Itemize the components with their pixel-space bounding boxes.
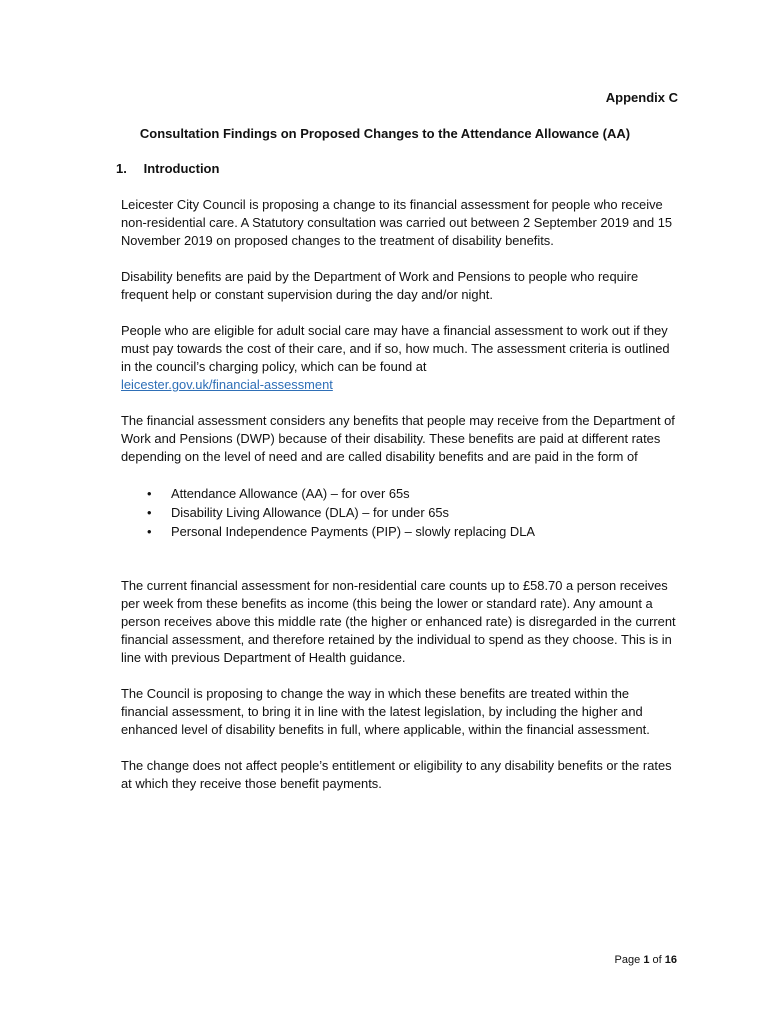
bullet-icon: • (147, 505, 152, 520)
paragraph-eligibility-text: People who are eligible for adult social care may have a financial assessment to work out if they must pay towards the cost of their care, and if so, how much. The assessment criteria is outlined in the council’s charging policy, which can be found at (121, 323, 670, 374)
list-item (121, 503, 677, 522)
document-title: Consultation Findings on Proposed Changes to the Attendance Allowance (AA) (139, 126, 631, 141)
paragraph-eligibility (121, 322, 677, 394)
document-body (121, 196, 677, 811)
page-total: 16 (664, 954, 677, 966)
list-item (121, 484, 677, 503)
paragraph-current-assessment: The current financial assessment for non-residential care counts up to £58.70 a person receives per week from these benefits as income (this being the lower or standard rate). Any amount a person receives above this middle rate (the higher or enhanced rate) is disregarded in the current financial assessment, and therefore retained by the individual to spend as they choose. This is in line with previous Department of Health guidance. (121, 578, 676, 665)
section-number: 1. (116, 161, 127, 176)
paragraph-intro: Leicester City Council is proposing a change to its financial assessment for people who receive non-residential care. A Statutory consultation was carried out between 2 September 2019 and 15 November 2019 on proposed changes to the treatment of disability benefits. (121, 197, 673, 248)
financial-assessment-link[interactable]: leicester.gov.uk/financial-assessment (121, 377, 333, 392)
page-of: of (652, 954, 662, 966)
paragraph-benefits: Disability benefits are paid by the Department of Work and Pensions to people who require frequent help or constant supervision during the day and/or night. (121, 269, 639, 302)
bullet-icon: • (147, 486, 152, 501)
list-item-text: Attendance Allowance (AA) – for over 65s (171, 486, 410, 501)
list-item-text: Personal Independence Payments (PIP) – slowly replacing DLA (171, 524, 535, 539)
page-current: 1 (643, 954, 650, 966)
page-number (615, 953, 677, 967)
paragraph-entitlement: The change does not affect people’s entitlement or eligibility to any disability benefits or the rates at which they receive those benefit payments. (121, 758, 672, 791)
appendix-label: Appendix C (605, 90, 678, 105)
list-item (121, 522, 677, 541)
paragraph-dwp: The financial assessment considers any benefits that people may receive from the Department of Work and Pensions (DWP) because of their disability. These benefits are paid at different rates depending on the level of need and are called disability benefits and are paid in the form of (121, 413, 675, 464)
section-title: Introduction (143, 161, 220, 176)
list-item-text: Disability Living Allowance (DLA) – for under 65s (171, 505, 449, 520)
benefit-list (121, 484, 677, 541)
page-prefix: Page (614, 954, 641, 966)
paragraph-proposal: The Council is proposing to change the way in which these benefits are treated within the financial assessment, to bring it in line with the latest legislation, by including the higher and enhanced level of disability benefits in full, where applicable, within the financial assessment. (121, 686, 650, 737)
bullet-icon: • (147, 524, 152, 539)
section-heading (116, 160, 219, 178)
